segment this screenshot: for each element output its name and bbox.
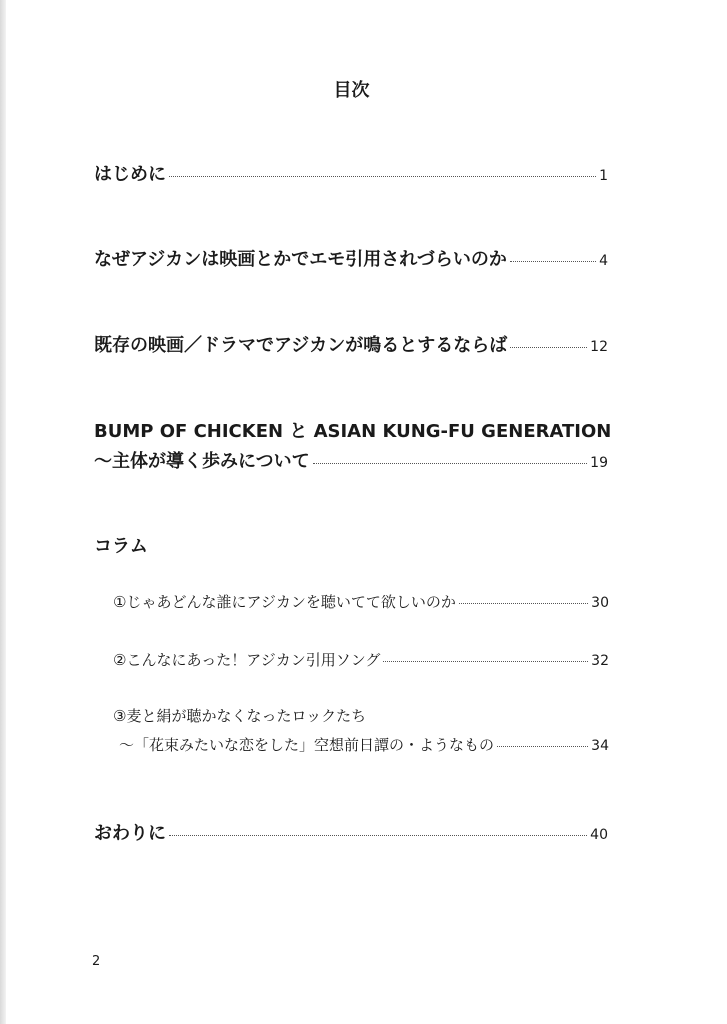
toc-entry-label: ～主体が導く歩みについて bbox=[94, 451, 310, 472]
toc-entry-label: 既存の映画／ドラマでアジカンが鳴るとするならば bbox=[94, 335, 508, 356]
dot-leader bbox=[383, 661, 588, 662]
column-heading: コラム bbox=[94, 536, 148, 557]
column-item-3[interactable] bbox=[119, 734, 609, 755]
toc-title: 目次 bbox=[333, 80, 370, 101]
toc-entry-page: 19 bbox=[590, 455, 608, 471]
column-item-label: ～「花束みたいな恋をした」空想前日譚の・ようなもの bbox=[119, 736, 495, 754]
toc-entry-label: はじめに bbox=[94, 164, 166, 185]
toc-entry-page: 40 bbox=[590, 827, 608, 843]
column-item-2[interactable] bbox=[113, 649, 609, 670]
dot-leader bbox=[313, 463, 588, 464]
column-item-page: 32 bbox=[591, 653, 609, 669]
dot-leader bbox=[169, 835, 587, 836]
toc-entry-introduction[interactable] bbox=[94, 160, 608, 186]
column-item-1[interactable] bbox=[113, 591, 609, 612]
toc-entry-page: 4 bbox=[599, 253, 608, 269]
toc-entry-existing-films[interactable] bbox=[94, 331, 608, 357]
page-number: 2 bbox=[92, 954, 101, 969]
column-item-page: 34 bbox=[591, 738, 609, 754]
toc-entry-bump-ajikan-line1[interactable]: BUMP OF CHICKEN と ASIAN KUNG-FU GENERATION bbox=[94, 421, 612, 442]
dot-leader bbox=[497, 746, 588, 747]
dot-leader bbox=[510, 261, 596, 262]
toc-entry-page: 1 bbox=[599, 168, 608, 184]
toc-entry-label: なぜアジカンは映画とかでエモ引用されづらいのか bbox=[94, 249, 507, 270]
column-item-page: 30 bbox=[591, 595, 609, 611]
column-item-3-line1[interactable]: ③麦と絹が聴かなくなったロックたち bbox=[113, 707, 367, 725]
toc-entry-closing[interactable] bbox=[94, 819, 608, 845]
toc-entry-label: おわりに bbox=[94, 823, 166, 844]
toc-entry-bump-ajikan[interactable] bbox=[94, 447, 608, 473]
page-edge-shadow bbox=[0, 0, 6, 1024]
dot-leader bbox=[169, 176, 596, 177]
toc-entry-why-ajikan[interactable] bbox=[94, 245, 608, 271]
column-item-label: ②こんなにあった！アジカン引用ソング bbox=[113, 651, 381, 669]
dot-leader bbox=[459, 603, 588, 604]
column-item-label: ①じゃあどんな誰にアジカンを聴いてて欲しいのか bbox=[113, 593, 456, 611]
dot-leader bbox=[510, 347, 587, 348]
toc-entry-page: 12 bbox=[590, 339, 608, 355]
